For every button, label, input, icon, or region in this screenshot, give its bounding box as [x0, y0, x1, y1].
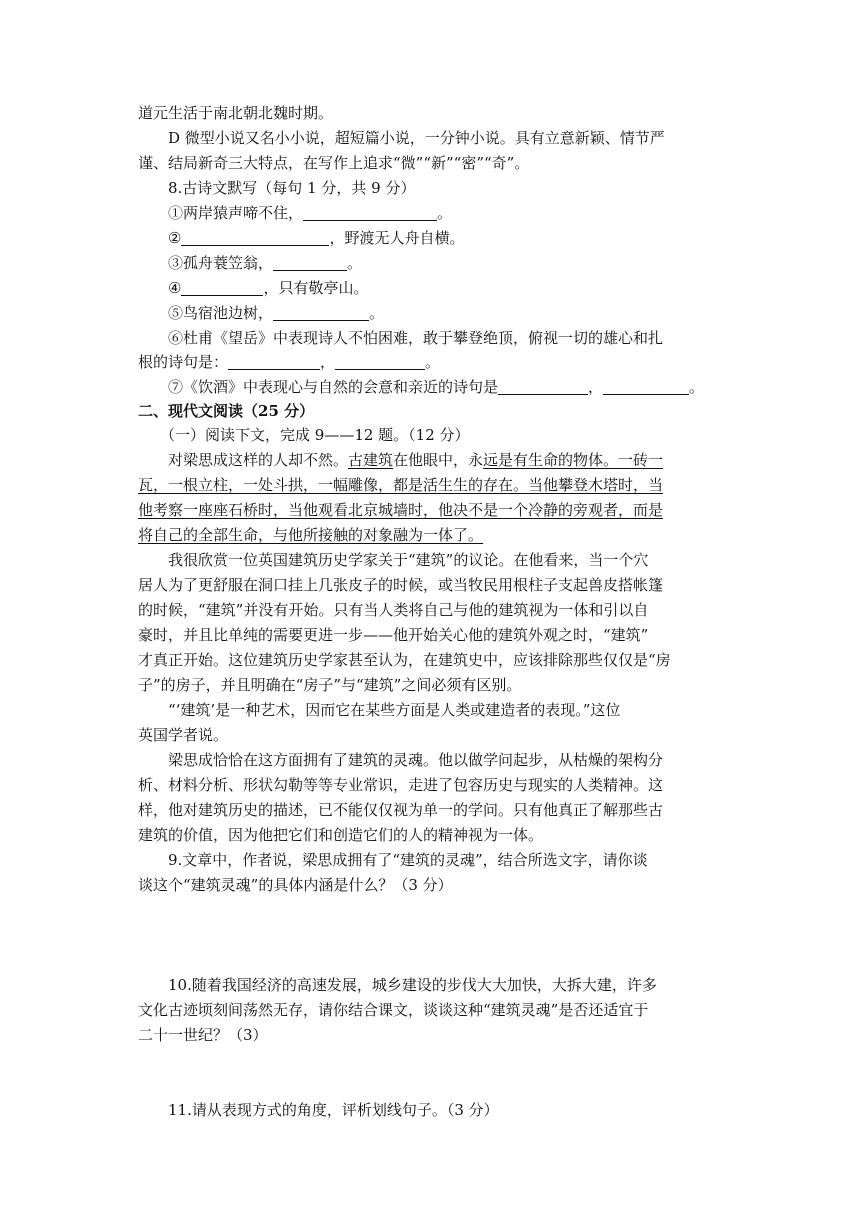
section-2-heading: 二、现代文阅读（25 分）: [138, 402, 315, 420]
recitation-item-3: ③孤舟蓑笠翁， 。: [168, 254, 363, 272]
recitation-item-4: ④ ，只有敬亭山。: [168, 279, 369, 297]
paragraph-2-line: 豪时，并且比单纯的需要更进一步——他开始关心他的建筑外观之时，“建筑”: [138, 626, 649, 644]
subsection-heading: （一）阅读下文，完成 9——12 题。（12 分）: [160, 426, 470, 444]
paragraph-2-line: 居人为了更舒服在洞口挂上几张皮子的时候，或当牧民用根柱子支起兽皮搭帐篷: [138, 576, 664, 594]
paragraph-4-line: 梁思成恰恰在这方面拥有了建筑的灵魂。他以做学问起步，从枯燥的架构分: [168, 751, 664, 769]
answer-blank[interactable]: [335, 353, 425, 370]
answer-blank[interactable]: [273, 254, 347, 271]
paragraph-2-line: 我很欣赏一位英国建筑历史学家关于“建筑”的议论。在他看来，当一个穴: [168, 551, 649, 569]
question-10-cont: 文化古迹顷刻间荡然无存，请你结合课文，谈谈这种“建筑灵魂”是否还适宜于: [138, 1001, 649, 1019]
recitation-item-2: ② ，野渡无人舟自横。: [168, 229, 465, 247]
paragraph-2-line: 的时候，“建筑”并没有开始。只有当人类将自己与他的建筑视为一体和引以自: [138, 601, 649, 619]
recitation-item-1: ①两岸猿声啼不住， 。: [168, 204, 453, 222]
question-8-heading: 8.古诗文默写（每句 1 分，共 9 分）: [168, 179, 416, 197]
question-9: 9.文章中，作者说，梁思成拥有了“建筑的灵魂”，结合所选文字，请你谈: [168, 851, 648, 869]
question-10-cont: 二十一世纪？（3）: [138, 1026, 268, 1044]
text-line: 道元生活于南北朝北魏时期。: [138, 104, 334, 122]
question-11: 11.请从表现方式的角度，评析划线句子。（3 分）: [168, 1101, 499, 1119]
question-10: 10.随着我国经济的高速发展，城乡建设的步伐大大加快，大拆大建，许多: [168, 976, 657, 994]
answer-blank[interactable]: [228, 353, 320, 370]
question-9-cont: 谈这个“建筑灵魂”的具体内涵是什么？（3 分）: [138, 876, 453, 894]
answer-blank[interactable]: [181, 229, 329, 246]
paragraph-2-line: 才真正开始。这位建筑历史学家甚至认为，在建筑史中，应该排除那些仅仅是“房: [138, 651, 671, 669]
answer-blank[interactable]: [303, 204, 437, 221]
answer-blank[interactable]: [273, 304, 369, 321]
recitation-item-7: ⑦《饮酒》中表现心与自然的会意和亲近的诗句是 ， 。: [168, 378, 705, 396]
paragraph-3-line: “‘建筑’是一种艺术，因而它在某些方面是人类或建造者的表现。”这位: [168, 701, 621, 719]
paragraph-1-line: 对梁思成这样的人却不然。古建筑在他眼中，永远是有生命的物体。一砖一: [168, 451, 664, 469]
paragraph-4-line: 析、材料分析、形状勾勒等等专业常识，走进了包容历史与现实的人类精神。这: [138, 776, 664, 794]
answer-blank[interactable]: [603, 378, 689, 395]
answer-blank[interactable]: [498, 378, 588, 395]
recitation-item-6-cont: 根的诗句是： ， 。: [138, 353, 441, 371]
recitation-item-5: ⑤鸟宿池边树， 。: [168, 304, 385, 322]
text-line: D 微型小说又名小小说，超短篇小说，一分钟小说。具有立意新颖、情节严: [168, 129, 665, 147]
answer-blank[interactable]: [181, 279, 263, 296]
paragraph-4-line: 样，他对建筑历史的描述，已不能仅仅视为单一的学问。只有他真正了解那些古: [138, 801, 664, 819]
paragraph-2-line: 子”的房子，并且明确在“房子”与“建筑”之间必须有区别。: [138, 676, 522, 694]
recitation-item-6: ⑥杜甫《望岳》中表现诗人不怕困难，敢于攀登绝顶，俯视一切的雄心和扎: [168, 329, 664, 347]
text-line: 谨、结局新奇三大特点，在写作上追求“微”“新”“密”“奇”。: [138, 154, 530, 172]
paragraph-3-line: 英国学者说。: [138, 726, 229, 744]
underlined-sentence: 将自己的全部生命，与他所接触的对象融为一体了。: [138, 526, 484, 544]
paragraph-4-line: 建筑的价值，因为他把它们和创造它们的人的精神视为一体。: [138, 826, 544, 844]
underlined-sentence: 他考察一座座石桥时，当他观看北京城墙时，他决不是一个冷静的旁观者，而是: [138, 501, 664, 519]
underlined-sentence: 瓦，一根立柱，一处斗拱，一幅雕像，都是活生生的存在。当他攀登木塔时，当: [138, 476, 664, 494]
